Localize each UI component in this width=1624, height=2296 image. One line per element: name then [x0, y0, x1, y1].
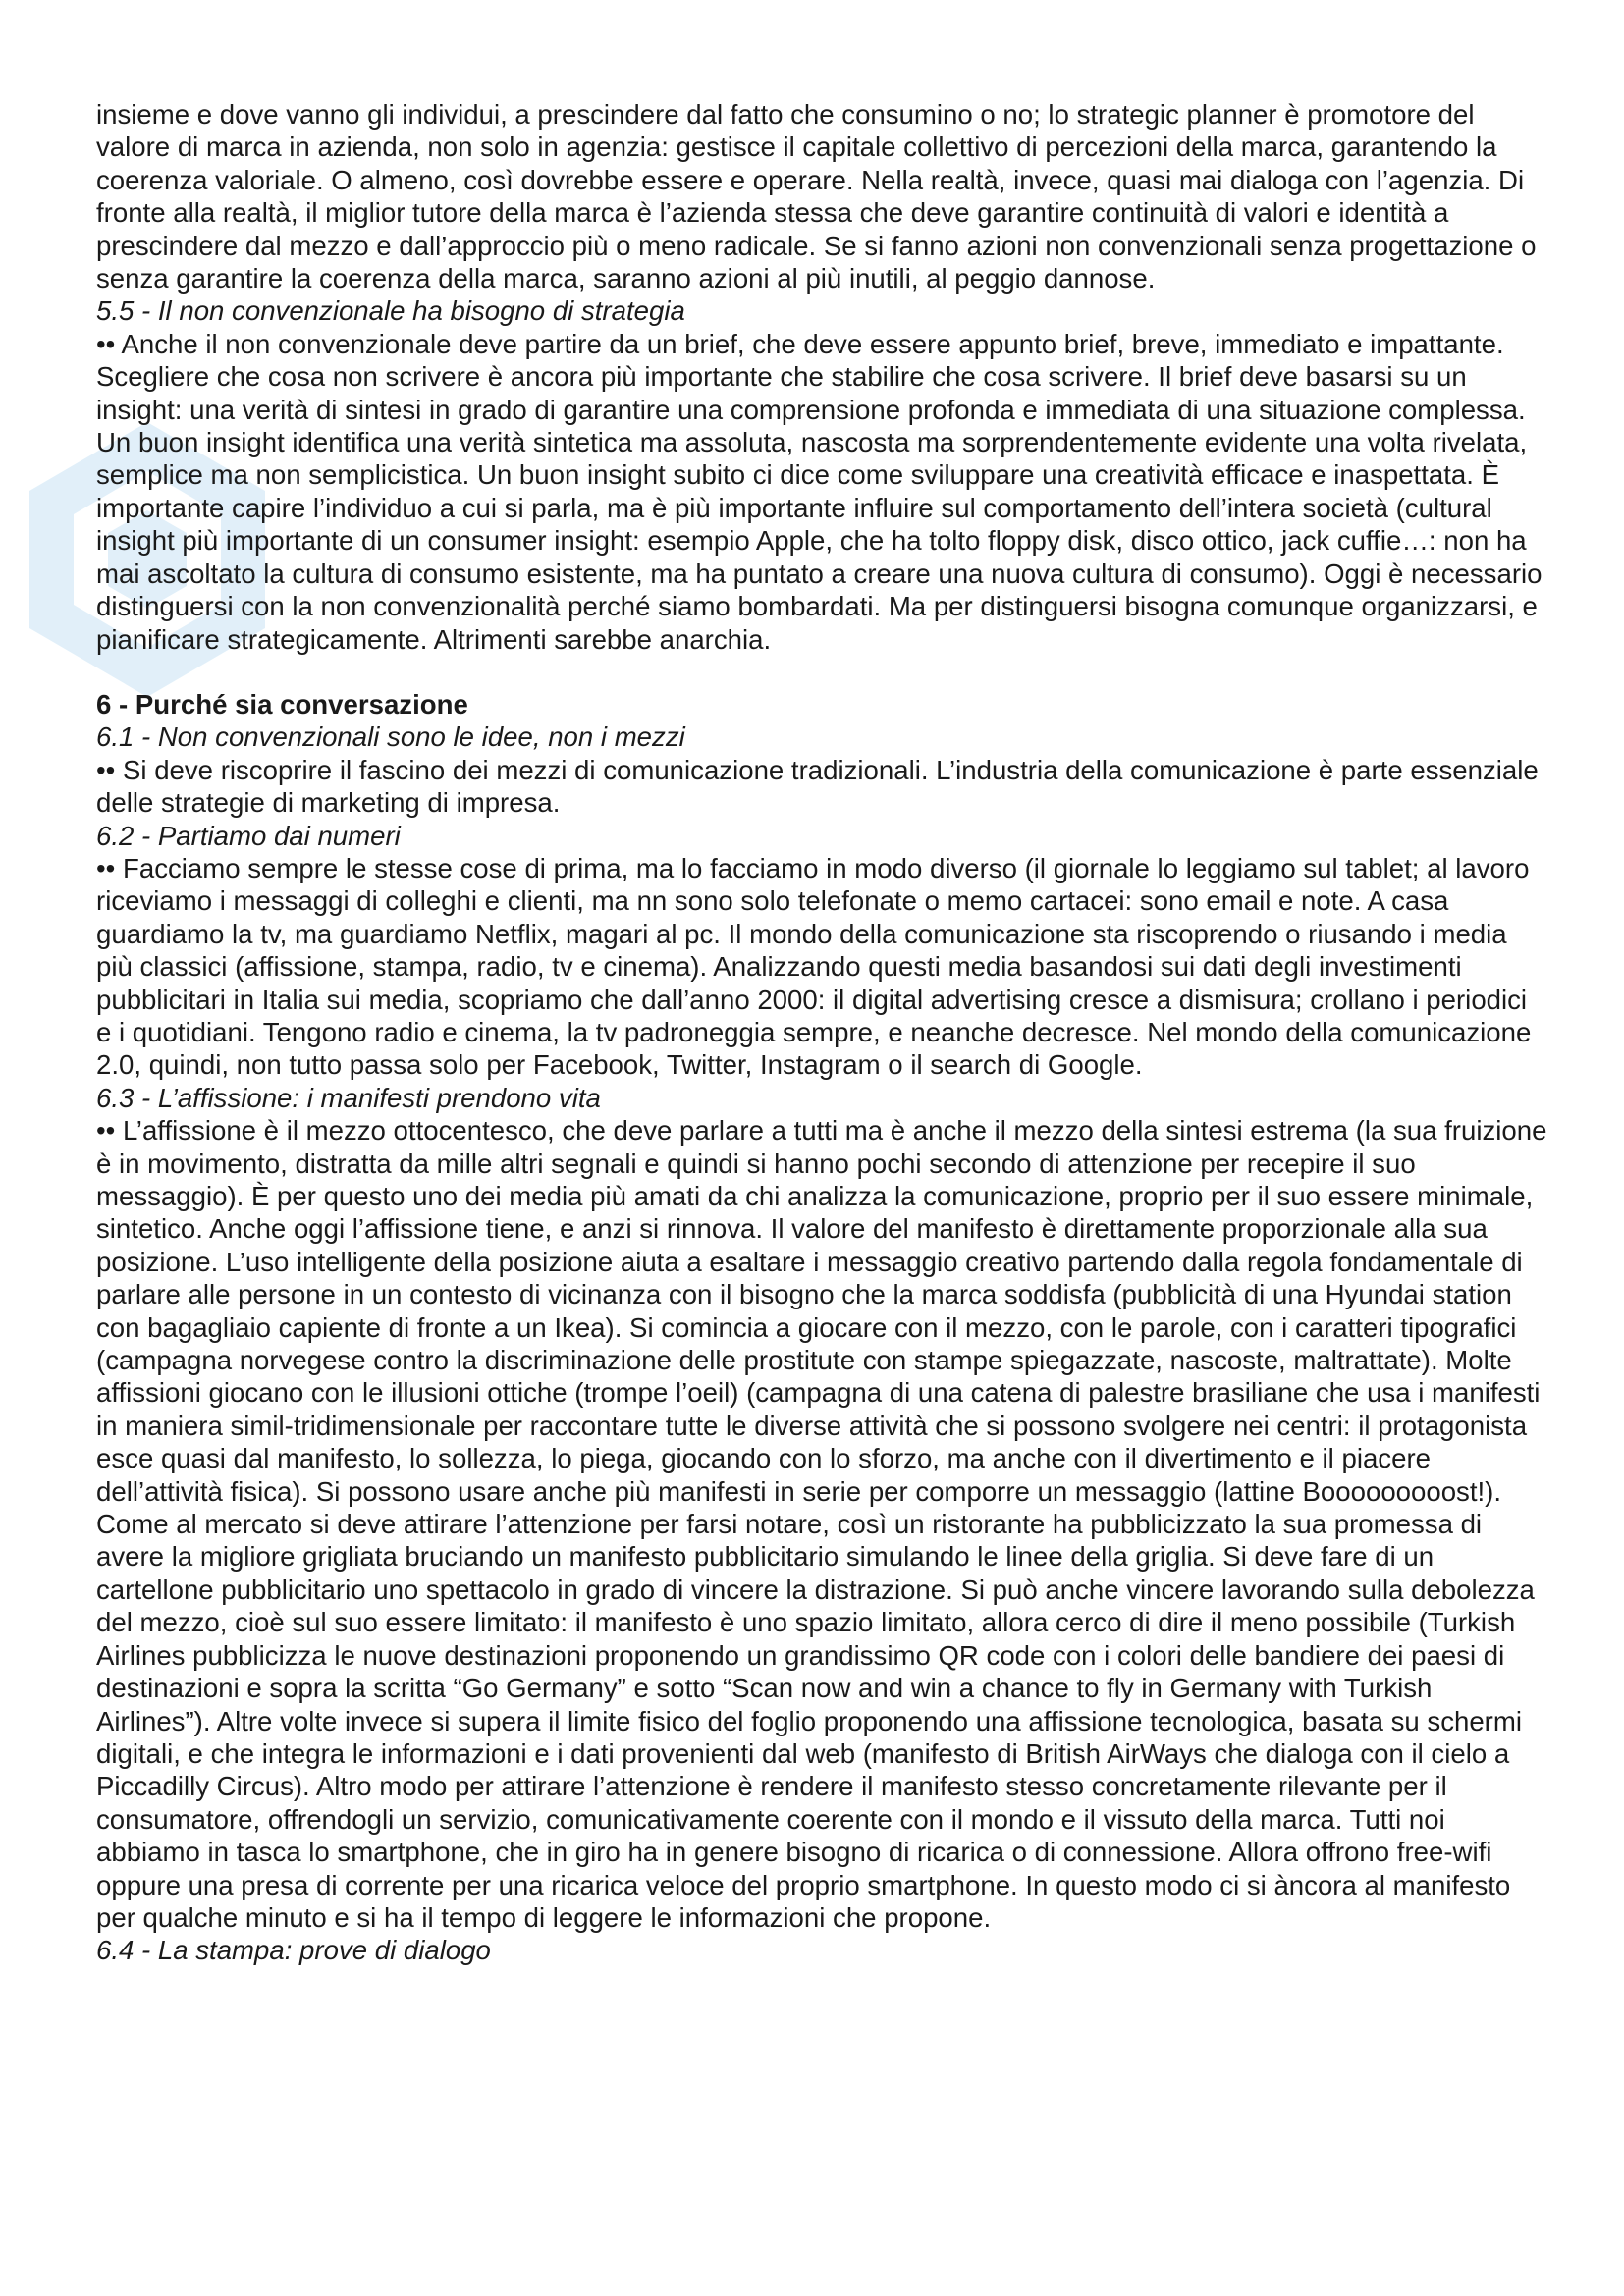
section-6-1-body: •• Si deve riscoprire il fascino dei mezzi di comunicazione tradizionali. L’industria della comunicazione è parte essenziale delle strategie di marketing di impresa. — [96, 754, 1539, 819]
section-6-4-title: 6.4 - La stampa: prove di dialogo — [96, 1935, 491, 1966]
section-5-5-body: •• Anche il non convenzionale deve partire da un brief, che deve essere appunto brief, breve, immediato e impattante. Scegliere che cosa non scrivere è ancora più importante che stabilire che cosa scrivere. Il brief deve basarsi su un insight: una verità di sintesi in grado di garantire una comprensione profonda e immediata di una situazione complessa. Un buon insight identifica una verità sintetica ma assoluta, nascosta ma sorprendentemente evidente una volta rivelata, semplice ma non semplicistica. Un buon insight subito ci dice come sviluppare una creatività efficace e inaspettata. È importante capire l’individuo a cui si parla, ma è più importante influire sul comportamento dell’intera società (cultural insight più importante di un consumer insight: esempio Apple, che ha tolto floppy disk, disco ottico, jack cuffie…: non ha mai ascoltato la cultura di consumo esistente, ma ha puntato a creare una nuova cultura di consumo). Oggi è necessario distinguersi con la non convenzionalità perché siamo bombardati. Ma per distinguersi bisogna comunque organizzarsi, e pianificare strategicamente. Altrimenti sarebbe anarchia. — [96, 328, 1543, 655]
section-6-2-title: 6.2 - Partiamo dai numeri — [96, 820, 401, 851]
chapter-6-heading: 6 - Purché sia conversazione — [96, 688, 468, 720]
document-page — [96, 98, 1547, 1967]
section-6-1-title: 6.1 - Non convenzionali sono le idee, non i mezzi — [96, 721, 685, 753]
section-6-3-body: •• L’affissione è il mezzo ottocentesco, che deve parlare a tutti ma è anche il mezzo della sintesi estrema (la sua fruizione è in movimento, distratta da mille altri segnali e quindi si hanno pochi secondo di attenzione per recepire il suo messaggio). È per questo uno dei media più amati da chi analizza la comunicazione, proprio per il suo essere minimale, sintetico. Anche oggi l’affissione tiene, e anzi si rinnova. Il valore del manifesto è direttamente proporzionale alla sua posizione. L’uso intelligente della posizione aiuta a esaltare i messaggio creativo partendo dalla regola fondamentale di parlare alle persone in un contesto di vicinanza con il bisogno che la marca soddisfa (pubblicità di una Hyundai station con bagagliaio capiente di fronte a un Ikea). Si comincia a giocare con il mezzo, con le parole, con i caratteri tipografici (campagna norvegese contro la discriminazione delle prostitute con stampe spiegazzate, nascoste, maltrattate). Molte affissioni giocano con le illusioni ottiche (trompe l’oeil) (campagna di una catena di palestre brasiliane che usa i manifesti in maniera simil-tridimensionale per raccontare tutte le diverse attività che si possono svolgere nei centri: il protagonista esce quasi dal manifesto, lo sollezza, lo piega, giocando con lo sforzo, ma anche con il divertimento e il piacere dell’attività fisica). Si possono usare anche più manifesti in serie per comporre un messaggio (lattine Booooooooost!). Come al mercato si deve attirare l’attenzione per farsi notare, così un ristorante ha pubblicizzato la sua promessa di avere la migliore grigliata bruciando un manifesto pubblicitario simulando le linee della griglia. Si deve fare di un cartellone pubblicitario uno spettacolo in grado di vincere la distrazione. Si può anche vincere lavorando sulla debolezza del mezzo, cioè sul suo essere limitato: il manifesto è uno spazio limitato, allora cerco di dire il meno possibile (Turkish Airlines pubblicizza le nuove destinazioni proponendo un grandissimo QR code con i colori delle bandiere dei paesi di destinazioni e sopra la scritta “Go Germany” e sotto “Scan now and win a chance to fly in Germany with Turkish Airlines”). Altre volte invece si supera il limite fisico del foglio proponendo una affissione tecnologica, basata su schermi digitali, e che integra le informazioni e i dati provenienti dal web (manifesto di British AirWays che dialoga con il cielo a Piccadilly Circus). Altro modo per attirare l’attenzione è rendere il manifesto stesso concretamente rilevante per il consumatore, offrendogli un servizio, comunicativamente coerente con il mondo e il vissuto della marca. Tutti noi abbiamo in tasca lo smartphone, che in giro ha in genere bisogno di ricarica o di connessione. Allora offrono free-wifi oppure una presa di corrente per una ricarica veloce del proprio smartphone. In questo modo ci si àncora al manifesto per qualche minuto e si ha il tempo di leggere le informazioni che propone. — [96, 1115, 1547, 1933]
section-5-5-title: 5.5 - Il non convenzionale ha bisogno di strategia — [96, 295, 685, 327]
section-6-3-title: 6.3 - L’affissione: i manifesti prendono vita — [96, 1082, 601, 1113]
section-6-2-body: •• Facciamo sempre le stesse cose di prima, ma lo facciamo in modo diverso (il giornale lo leggiamo sul tablet; al lavoro riceviamo i messaggi di colleghi e clienti, ma nn sono solo telefonate o memo cartacei: sono email e note. A casa guardiamo la tv, ma guardiamo Netflix, magari al pc. Il mondo della comunicazione sta riscoprendo o riusando i media più classici (affissione, stampa, radio, tv e cinema). Analizzando questi media basandosi sui dati degli investimenti pubblicitari in Italia sui media, scopriamo che dall’anno 2000: il digital advertising cresce a dismisura; crollano i periodici e i quotidiani. Tengono radio e cinema, la tv padroneggia sempre, e neanche decresce. Nel mondo della comunicazione 2.0, quindi, non tutto passa solo per Facebook, Twitter, Instagram o il search di Google. — [96, 852, 1532, 1081]
paragraph-intro: insieme e dove vanno gli individui, a prescindere dal fatto che consumino o no; lo strategic planner è promotore del valore di marca in azienda, non solo in agenzia: gestisce il capitale collettivo di percezioni della marca, garantendo la coerenza valoriale. O almeno, così dovrebbe essere e operare. Nella realtà, invece, quasi mai dialoga con l’agenzia. Di fronte alla realtà, il miglior tutore della marca è l’azienda stessa che deve garantire continuità di valori e identità a prescindere dal mezzo e dall’approccio più o meno radicale. Se si fanno azioni non convenzionali senza progettazione o senza garantire la coerenza della marca, saranno azioni al più inutili, al peggio dannose. — [96, 99, 1537, 294]
